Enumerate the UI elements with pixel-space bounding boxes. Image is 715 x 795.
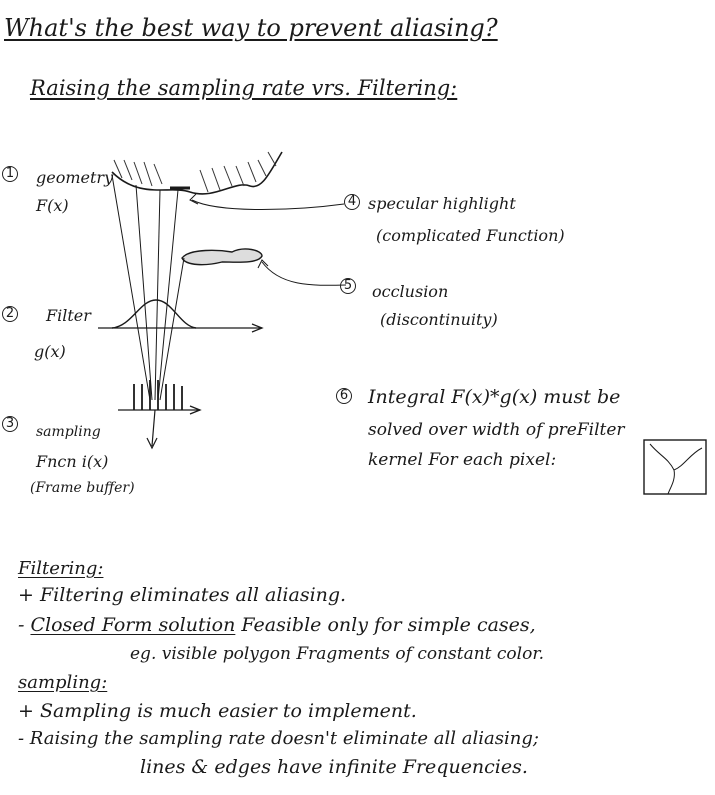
sample-spikes: [134, 380, 182, 410]
integral-line-3: kernel For each pixel:: [368, 450, 557, 470]
step-number-3: 3: [2, 416, 18, 432]
filter-function: g(x): [34, 342, 66, 361]
page-title: What's the best way to prevent aliasing?: [4, 14, 498, 42]
pixel-arrow: [152, 410, 155, 446]
step-number-4: 4: [344, 194, 360, 210]
sampling-heading: sampling:: [18, 672, 108, 693]
step-number-5: 5: [340, 278, 356, 294]
occluder-blob: [182, 249, 262, 265]
sampling-label: sampling: [36, 424, 101, 440]
occlusion-note: (discontinuity): [380, 310, 498, 329]
integral-line-1: Integral F(x)*g(x) must be: [368, 386, 621, 408]
specular-note: (complicated Function): [376, 226, 565, 245]
page-subtitle: Raising the sampling rate vrs. Filtering:: [30, 76, 458, 100]
filter-kernel: [112, 300, 196, 328]
integral-line-2: solved over width of preFilter: [368, 420, 625, 440]
sample-rays: [112, 175, 184, 400]
filtering-con-cont: eg. visible polygon Fragments of constant color.: [130, 644, 544, 664]
filter-label: Filter: [46, 306, 91, 325]
step-number-1: 1: [2, 166, 18, 182]
leader-specular: [192, 200, 344, 210]
filtering-pro: + Filtering eliminates all aliasing.: [18, 584, 347, 606]
step-number-2: 2: [2, 306, 18, 322]
sampling-con: - Raising the sampling rate doesn't eliminate all aliasing;: [18, 728, 539, 749]
closed-form-solution: Closed Form solution: [30, 614, 236, 636]
step-number-6: 6: [336, 388, 352, 404]
geometry-label: geometry: [36, 168, 114, 187]
filtering-con-rest: Feasible only for simple cases,: [241, 614, 536, 636]
frame-buffer-label: (Frame buffer): [30, 480, 135, 496]
filtering-con-dash: -: [18, 614, 25, 636]
occlusion-label: occlusion: [372, 282, 449, 301]
sampling-function: Fncn i(x): [36, 452, 109, 471]
geometry-function: F(x): [36, 196, 69, 215]
specular-label: specular highlight: [368, 194, 516, 213]
sampling-pro: + Sampling is much easier to implement.: [18, 700, 417, 722]
filtering-con: [18, 614, 536, 636]
filtering-heading: Filtering:: [18, 558, 104, 579]
leader-occlusion: [262, 262, 346, 285]
sampling-con-cont: lines & edges have infinite Frequencies.: [140, 756, 528, 778]
